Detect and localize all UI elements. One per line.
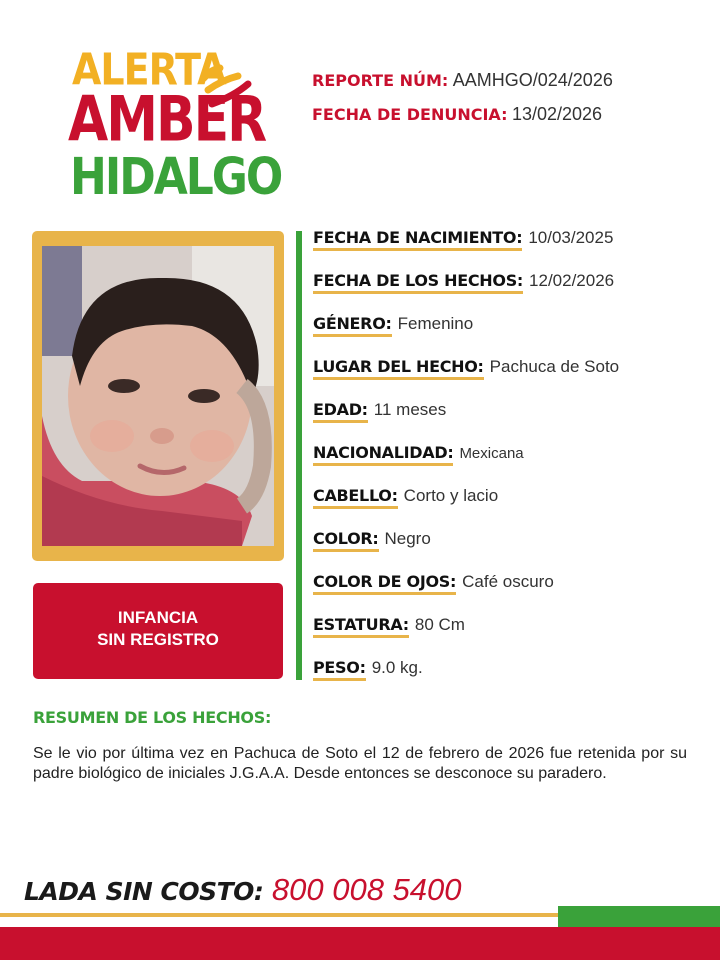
field-value: 80 Cm bbox=[414, 615, 465, 634]
alerta-amber-logo bbox=[62, 44, 282, 207]
photo-frame bbox=[32, 231, 284, 561]
missing-child-photo bbox=[42, 246, 274, 546]
summary-text: Se le vio por última vez en Pachuca de Soto el 12 de febrero de 2026 fue retenida por su padre biológico de iniciales J.G.A.A. Desde entonces se desconoce su paradero. bbox=[33, 745, 687, 782]
field-peso bbox=[313, 658, 423, 678]
field-estatura bbox=[313, 615, 465, 635]
status-box bbox=[33, 583, 283, 679]
report-number-value: AAMHGO/024/2026 bbox=[452, 70, 613, 90]
field-label: FECHA DE NACIMIENTO: bbox=[313, 228, 522, 251]
field-nacionalidad bbox=[313, 443, 524, 463]
hotline-number[interactable]: 800 008 5400 bbox=[271, 872, 462, 907]
hotline-label: LADA SIN COSTO: bbox=[24, 877, 264, 906]
report-number-label: REPORTE NÚM: bbox=[312, 71, 449, 90]
field-cabello bbox=[313, 486, 498, 506]
field-value: Pachuca de Soto bbox=[489, 357, 620, 376]
field-genero bbox=[313, 314, 473, 334]
field-color bbox=[313, 529, 431, 549]
field-value: 10/03/2025 bbox=[528, 228, 614, 247]
status-line-1: INFANCIA bbox=[117, 608, 199, 627]
report-date-label: FECHA DE DENUNCIA: bbox=[312, 105, 508, 124]
field-label: ESTATURA: bbox=[313, 615, 409, 638]
field-value: Femenino bbox=[397, 314, 474, 333]
field-label: EDAD: bbox=[313, 400, 368, 423]
green-divider bbox=[296, 231, 302, 680]
status-line-2: SIN REGISTRO bbox=[97, 630, 219, 649]
field-label: NACIONALIDAD: bbox=[313, 443, 453, 466]
field-edad bbox=[313, 400, 446, 420]
field-label: COLOR: bbox=[313, 529, 379, 552]
field-value: Mexicana bbox=[459, 445, 524, 462]
field-label: GÉNERO: bbox=[313, 314, 392, 337]
field-fecha-hechos bbox=[313, 271, 614, 291]
summary-title: RESUMEN DE LOS HECHOS: bbox=[33, 708, 272, 727]
footer-red-band bbox=[0, 927, 720, 960]
report-number bbox=[312, 70, 613, 91]
field-label: FECHA DE LOS HECHOS: bbox=[313, 271, 523, 294]
field-label: COLOR DE OJOS: bbox=[313, 572, 456, 595]
logo-line-amber: AMBER bbox=[68, 84, 266, 156]
logo-line-hidalgo: HIDALGO bbox=[70, 148, 282, 207]
footer-gold-line bbox=[0, 913, 558, 917]
field-value: 12/02/2026 bbox=[529, 271, 615, 290]
field-value: Corto y lacio bbox=[403, 486, 499, 505]
field-lugar-hecho bbox=[313, 357, 619, 377]
report-date bbox=[312, 104, 602, 125]
field-label: CABELLO: bbox=[313, 486, 398, 509]
field-value: 9.0 kg. bbox=[371, 658, 423, 677]
field-value: 11 meses bbox=[373, 400, 447, 419]
hotline bbox=[24, 872, 462, 908]
report-date-value: 13/02/2026 bbox=[511, 104, 603, 124]
logo-line-alerta: ALERTA bbox=[72, 44, 226, 95]
field-label: PESO: bbox=[313, 658, 366, 681]
field-value: Negro bbox=[384, 529, 431, 548]
field-value: Café oscuro bbox=[462, 572, 554, 591]
footer-green-block bbox=[558, 906, 720, 927]
field-label: LUGAR DEL HECHO: bbox=[313, 357, 484, 380]
field-color-ojos bbox=[313, 572, 554, 592]
field-fecha-nacimiento bbox=[313, 228, 613, 248]
